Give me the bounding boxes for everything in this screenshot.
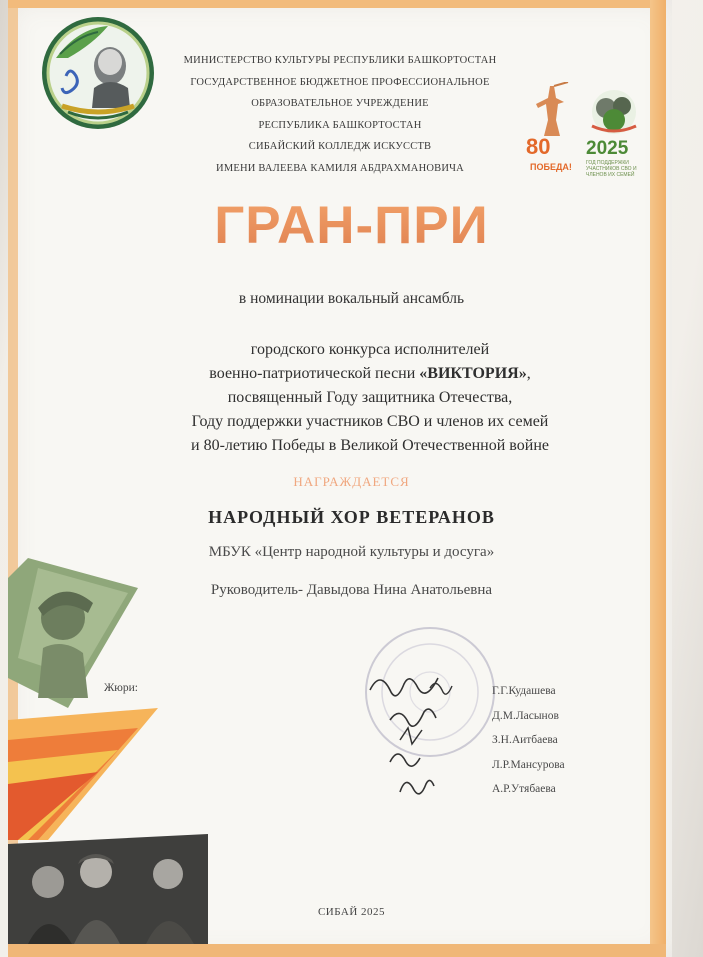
ministry-line: СИБАЙСКИЙ КОЛЛЕДЖ ИСКУССТВ (248, 141, 432, 152)
veterans-photo-image (8, 834, 208, 944)
contest-name: «ВИКТОРИЯ» (419, 365, 527, 382)
leader-name: Руководитель- Давыдова Нина Анатольевна (210, 582, 493, 598)
college-logo-icon (38, 14, 158, 132)
jury-member: Л.Р.Мансурова (492, 758, 565, 771)
motherland-statue-icon (520, 82, 582, 138)
year-number: 2025 (586, 138, 629, 159)
description-line (70, 362, 670, 386)
ministry-line: ИМЕНИ ВАЛЕЕВА КАМИЛЯ АБДРАХМАНОВИЧА (216, 162, 464, 174)
ministry-header (160, 50, 520, 179)
recipient-name: НАРОДНЫЙ ХОР ВЕТЕРАНОВ (208, 507, 495, 527)
nomination-text: в номинации вокальный ансамбль (238, 290, 465, 307)
jury-member: А.Р.Утябаева (492, 783, 556, 795)
ministry-line: РЕСПУБЛИКА БАШКОРТОСТАН (258, 119, 422, 131)
year-2025-logo (584, 86, 646, 186)
description-text: , (526, 365, 531, 382)
border-top (8, 0, 666, 8)
description-line: посвященный Году защитника Отечества, (227, 389, 513, 406)
city-year: СИБАЙ 2025 (317, 906, 386, 918)
contest-description (70, 338, 670, 458)
victory-80-logo (520, 82, 582, 180)
jury-member: З.Н.Аитбаева (492, 734, 558, 746)
year-caption: ГОД ПОДДЕРЖКИ УЧАСТНИКОВ СВО И ЧЛЕНОВ ИХ СЕМЕЙ (586, 160, 637, 178)
certificate-title: ГРАН-ПРИ (0, 195, 703, 256)
jury-member: Д.М.Ласынов (492, 709, 559, 722)
jury-signatures (360, 660, 470, 810)
jury-label: Жюри: (104, 682, 138, 694)
ministry-line: МИНИСТЕРСТВО КУЛЬТУРЫ РЕСПУБЛИКИ БАШКОРТОСТАН (183, 55, 497, 66)
organization-name: МБУК «Центр народной культуры и досуга» (208, 544, 495, 560)
award-label: НАГРАЖДАЕТСЯ (293, 474, 410, 489)
ministry-line: ГОСУДАРСТВЕННОЕ БЮДЖЕТНОЕ ПРОФЕССИОНАЛЬНОЕ (190, 76, 490, 88)
victory-word: ПОБЕДА! (530, 162, 572, 172)
description-line: и 80-летию Победы в Великой Отечественной войне (191, 437, 549, 454)
description-line: Году поддержки участников СВО и членов их семей (191, 413, 549, 430)
ministry-line: ОБРАЗОВАТЕЛЬНОЕ УЧРЕЖДЕНИЕ (251, 98, 429, 109)
description-text: военно-патриотической песни (209, 365, 420, 382)
border-bottom (8, 944, 666, 957)
jury-list (492, 679, 565, 802)
victory-number: 80 (526, 134, 551, 159)
soldiers-emblem-icon (584, 86, 644, 138)
decorative-stripes (8, 700, 208, 840)
jury-member: Г.Г.Кудашева (492, 685, 556, 697)
description-line: городского конкурса исполнителей (250, 341, 490, 358)
